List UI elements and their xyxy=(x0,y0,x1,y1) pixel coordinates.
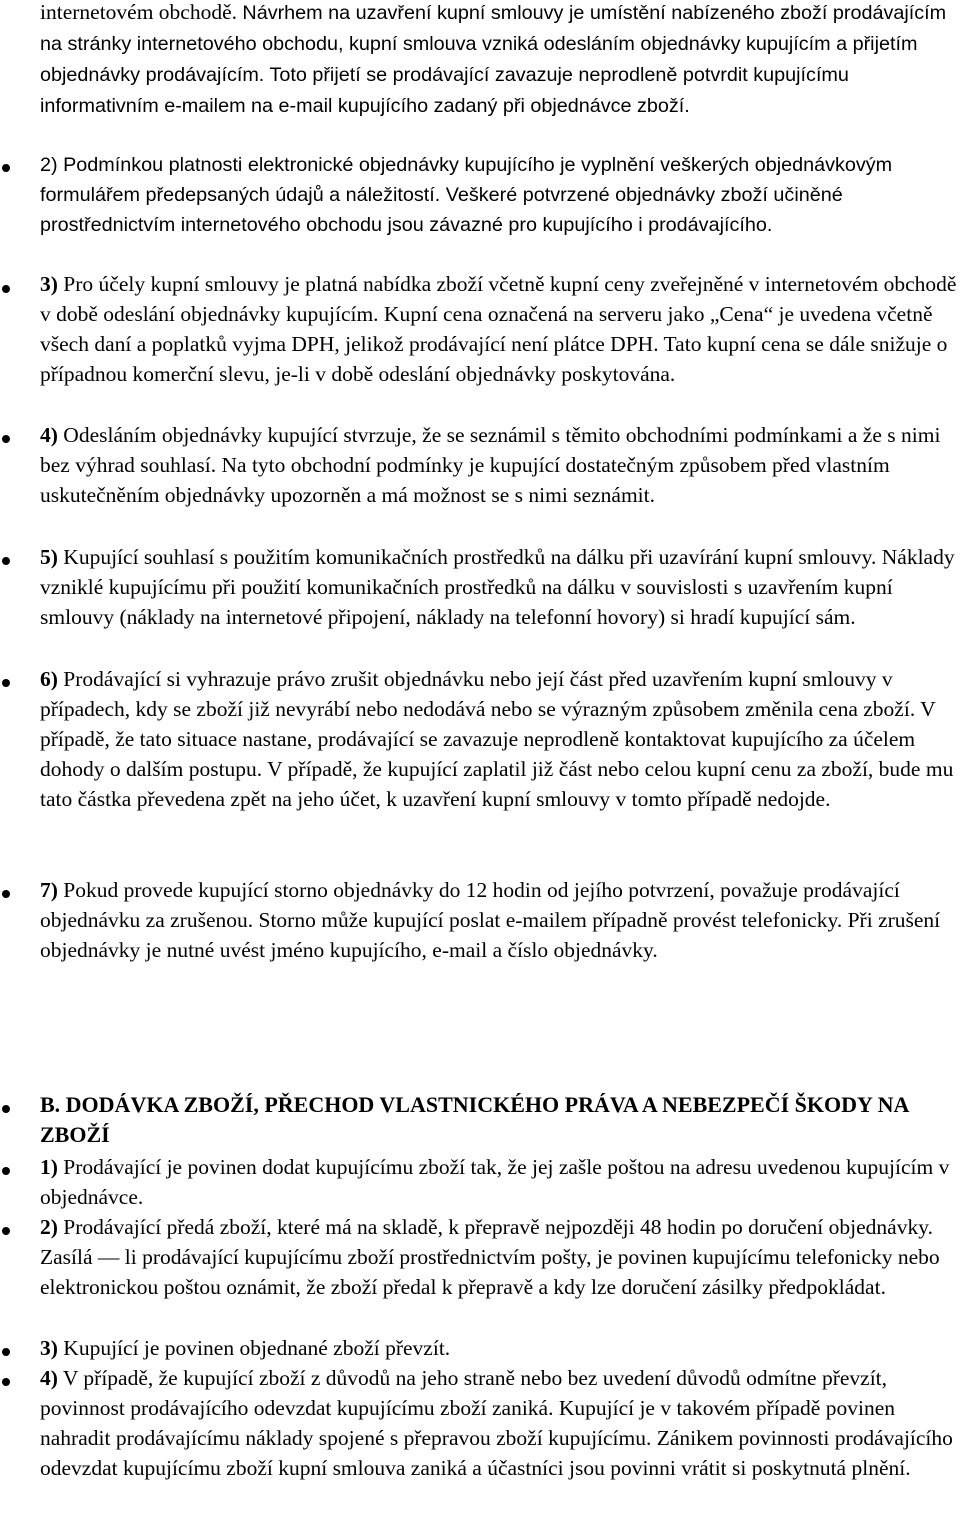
list-item-b2 xyxy=(40,1212,958,1302)
item-text: Pro účely kupní smlouvy je platná nabídka zboží včetně kupní ceny zveřejněné v internetovém obchodě v době odeslání objednávky kupujícím. Kupní cena označená na serveru jako „Cena“ je uvedena včetně všech daní a poplatků vyjma DPH, jelikož prodávající není plátce DPH. Tato kupní cena se dále snižuje o případnou komerční slevu, je-li v době odeslání objednávky poskytována. xyxy=(40,272,957,386)
list-item-a3 xyxy=(40,269,958,389)
item-number: 5) xyxy=(40,545,58,569)
list-item-a7 xyxy=(40,875,958,965)
bullet-icon xyxy=(2,557,10,565)
intro-paragraph xyxy=(40,0,958,121)
item-number: 2) xyxy=(40,1215,58,1239)
item-number: 2) xyxy=(40,154,58,176)
item-number: 4) xyxy=(40,1366,58,1390)
bullet-icon xyxy=(2,890,10,898)
bullet-icon xyxy=(2,679,10,687)
item-text: Prodávající je povinen dodat kupujícímu zboží tak, že jej zašle poštou na adresu uvedenou kupujícím v objednávce. xyxy=(40,1155,950,1209)
bullet-icon xyxy=(2,164,10,172)
list-item-a5 xyxy=(40,542,958,632)
item-number: 3) xyxy=(40,272,58,296)
item-number: 6) xyxy=(40,667,58,691)
section-b-heading: B. DODÁVKA ZBOŽÍ, PŘECHOD VLASTNICKÉHO PRÁVA A NEBEZPEČÍ ŠKODY NA ZBOŽÍ xyxy=(40,1092,909,1147)
list-item-b4 xyxy=(40,1363,958,1483)
item-text: Odesláním objednávky kupující stvrzuje, že se seznámil s těmito obchodními podmínkami a že s nimi bez výhrad souhlasí. Na tyto obchodní podmínky je kupující dostatečným způsobem před vlastním uskutečněním objednávky upozorněn a má možnost se s nimi seznámit. xyxy=(40,423,941,507)
item-text: Kupující je povinen objednané zboží převzít. xyxy=(57,1336,451,1360)
bullet-icon xyxy=(2,435,10,443)
item-text: V případě, že kupující zboží z důvodů na jeho straně nebo bez uvedení důvodů odmítne převzít, povinnost prodávajícího odevzdat kupujícímu zboží zaniká. Kupující je v takovém případě povinen nahradit prodávajícímu náklady spojené s přepravou zboží kupujícímu. Zánikem povinnosti prodávajícího odevzdat kupujícímu zboží kupní smlouva zaniká a účastníci jsou povinni vrátit si poskytnutá plnění. xyxy=(40,1366,953,1480)
item-number: 7) xyxy=(40,878,58,902)
item-text: Kupující souhlasí s použitím komunikačních prostředků na dálku při uzavírání kupní smlouvy. Náklady vzniklé kupujícímu při použití komunikačních prostředků na dálku v souvislosti s uzavřením kupní smlouvy (náklady na internetové připojení, náklady na telefonní hovory) si hradí kupující sám. xyxy=(40,545,955,629)
list-item-b1 xyxy=(40,1152,958,1212)
item-text: Podmínkou platnosti elektronické objednávky kupujícího je vyplnění veškerých objednávkovým formulářem předepsaných údajů a náležitostí. Veškeré potvrzené objednávky zboží učiněné prostřednictvím internetového obchodu jsou závazné pro kupujícího i prodávajícího. xyxy=(40,154,893,236)
bullet-icon xyxy=(2,285,10,293)
intro-sans-text: Návrhem na uzavření kupní smlouvy je umístění nabízeného zboží prodávajícím na stránky internetového obchodu, kupní smlouva vzniká odesláním objednávky kupujícím a přijetím objednávky prodávajícím. Toto přijetí se prodávající zavazuje neprodleně potvrdit kupujícímu informativním e-mailem na e-mail kupujícího zadaný při objednávce zboží. xyxy=(40,2,947,117)
bullet-icon xyxy=(2,1167,10,1175)
item-number: 1) xyxy=(40,1155,58,1179)
bullet-icon xyxy=(2,1105,10,1113)
item-text: Prodávající si vyhrazuje právo zrušit objednávku nebo její část před uzavřením kupní smlouvy v případech, kdy se zboží již nevyrábí nebo nedodává nebo se výrazným způsobem změnila cena zboží. V případě, že tato situace nastane, prodávající se zavazuje neprodleně kontaktovat kupujícího za účelem dohody o dalším postupu. V případě, že kupující zaplatil již část nebo celou kupní cenu za zboží, bude mu tato částka převedena zpět na jeho účet, k uzavření kupní smlouvy v tomto případě nedojde. xyxy=(40,667,954,811)
item-text: Pokud provede kupující storno objednávky do 12 hodin od jejího potvrzení, považuje prodávající objednávku za zrušenou. Storno může kupující poslat e-mailem případně provést telefonicky. Při zrušení objednávky je nutné uvést jméno kupujícího, e-mail a číslo objednávky. xyxy=(40,878,941,962)
list-item-a6 xyxy=(40,664,958,814)
intro-serif-text: internetovém obchodě. xyxy=(40,0,243,24)
bullet-icon xyxy=(2,1348,10,1356)
item-text: Prodávající předá zboží, které má na skladě, k přepravě nejpozději 48 hodin po doručení objednávky. Zasílá — li prodávající kupujícímu zboží prostřednictvím pošty, je povinen kupujícímu telefonicky nebo elektronickou poštou oznámit, že zboží předal k přepravě a kdy lze doručení zásilky předpokládat. xyxy=(40,1215,940,1299)
list-item-b3 xyxy=(40,1333,958,1363)
bullet-icon xyxy=(2,1227,10,1235)
item-number: 4) xyxy=(40,423,58,447)
bullet-icon xyxy=(2,1378,10,1386)
list-item-a4 xyxy=(40,420,958,510)
item-number: 3) xyxy=(40,1336,58,1360)
list-item-a2 xyxy=(40,150,958,240)
